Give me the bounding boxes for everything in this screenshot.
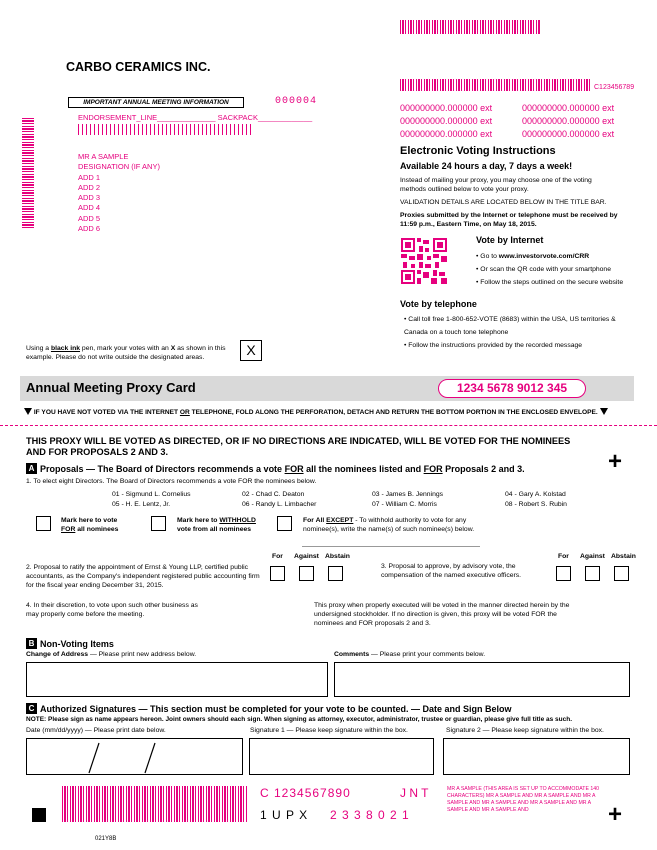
perforation-line bbox=[0, 425, 657, 426]
internet-step: • Or scan the QR code with your smartphone bbox=[476, 263, 623, 276]
nominee: 04 - Gary A. Kolstad bbox=[505, 491, 566, 498]
ext-lines-left bbox=[400, 102, 492, 141]
footer-serial: 2 3 3 8 0 2 1 bbox=[330, 808, 410, 822]
internet-step: • Follow the steps outlined on the secure website bbox=[476, 276, 623, 289]
phone-step: • Follow the instructions provided by the recorded message bbox=[404, 339, 629, 352]
internet-step: • Go to www.investorvote.com/CRR bbox=[476, 250, 623, 263]
evoting-subtitle: Available 24 hours a day, 7 days a week! bbox=[400, 161, 573, 171]
col-for-header: For bbox=[558, 553, 569, 560]
card-title: Annual Meeting Proxy Card bbox=[26, 380, 196, 395]
barcode-account bbox=[400, 79, 590, 91]
item-4-text: 4. In their discretion, to vote upon such other business as may properly come before the meeting. bbox=[26, 602, 198, 618]
item-3-for-checkbox[interactable] bbox=[556, 566, 571, 581]
endorsement-line: ENDORSEMENT_LINE______________ SACKPACK_____________ bbox=[78, 113, 313, 122]
ink-instruction: Using a black ink pen, mark your votes with an X as shown in this example. Please do not write outside the designated areas. bbox=[26, 345, 226, 361]
for-all-except-label: For All EXCEPT - To withhold authority to vote for any nominee(s), write the name(s) of such nominee(s) below. bbox=[303, 517, 475, 533]
item-2-text: 2. Proposal to ratify the appointment of Ernst & Young LLP, certified public accountants, as the Company's independent registered public accounting firm for the fiscal year ending December 31, 2015. bbox=[26, 564, 260, 589]
ext-lines-right bbox=[522, 102, 614, 141]
section-b-header: B Non-Voting Items bbox=[26, 638, 114, 649]
proxy-statement: THIS PROXY WILL BE VOTED AS DIRECTED, OR IF NO DIRECTIONS ARE INDICATED, WILL BE VOTED FOR THE NOMINEES AND FOR PROPOSALS 2 AND 3. bbox=[26, 436, 571, 457]
vote-for-all-checkbox[interactable] bbox=[36, 516, 51, 531]
phone-step: • Call toll free 1-800-652-VOTE (8683) within the USA, US territories & Canada on a touch tone telephone bbox=[404, 313, 629, 339]
section-a-letter: A bbox=[26, 463, 37, 474]
nominee: 07 - William C. Morris bbox=[372, 501, 437, 508]
change-of-address-label: Change of Address — Please print new address below. bbox=[26, 651, 197, 658]
item-3-against-checkbox[interactable] bbox=[585, 566, 600, 581]
nominee: 01 - Sigmund L. Cornelius bbox=[112, 491, 191, 498]
form-code: 021Y8B bbox=[95, 836, 117, 842]
date-label: Date (mm/dd/yyyy) — Please print date below. bbox=[26, 727, 166, 734]
meeting-info-label: IMPORTANT ANNUAL MEETING INFORMATION bbox=[68, 97, 244, 108]
address-designation: DESIGNATION (IF ANY) bbox=[78, 162, 160, 172]
footer-sample-text: MR A SAMPLE (THIS AREA IS SET UP TO ACCOMMODATE 140 CHARACTERS) MR A SAMPLE AND MR A SAMPLE AND MR A SAMPLE AND MR A SAMPLE AND MR A SAMPLE AND MR A SAMPLE AND MR A SAMPLE AND bbox=[447, 786, 600, 813]
evoting-title: Electronic Voting Instructions bbox=[400, 145, 556, 157]
internet-url[interactable]: www.investorvote.com/CRR bbox=[498, 253, 590, 260]
for-all-except-checkbox[interactable] bbox=[277, 516, 292, 531]
barcode-vertical bbox=[22, 118, 34, 228]
ext-line: 000000000.000000 ext bbox=[400, 129, 493, 139]
col-against-header: Against bbox=[580, 553, 605, 560]
control-number: 1234 5678 9012 345 bbox=[438, 379, 586, 398]
footer-jnt: J N T bbox=[400, 786, 429, 800]
signature-note: NOTE: Please sign as name appears hereon. Joint owners should each sign. When signing as attorney, executor, administrator, trustee or guardian, please give full title as such. bbox=[26, 716, 573, 723]
signature-2-box[interactable] bbox=[443, 738, 630, 775]
address-line: ADD 3 bbox=[78, 193, 101, 203]
footer-upx: 1 U P X bbox=[260, 808, 309, 822]
address-line: ADD 6 bbox=[78, 224, 101, 234]
internet-steps bbox=[476, 250, 623, 289]
col-abstain-header: Abstain bbox=[325, 553, 350, 560]
nominee: 06 - Randy L. Limbacher bbox=[242, 501, 317, 508]
mailing-address bbox=[78, 152, 160, 234]
phone-title: Vote by telephone bbox=[400, 299, 477, 309]
account-code: C123456789 bbox=[594, 84, 635, 91]
col-for-header: For bbox=[272, 553, 283, 560]
except-nominees-line[interactable] bbox=[302, 546, 480, 547]
date-box[interactable] bbox=[26, 738, 243, 775]
withhold-all-checkbox[interactable] bbox=[151, 516, 166, 531]
internet-title: Vote by Internet bbox=[476, 235, 544, 245]
qr-code-icon bbox=[401, 238, 447, 284]
example-mark-box: X bbox=[240, 340, 262, 361]
nominee: 02 - Chad C. Deaton bbox=[242, 491, 305, 498]
triangle-down-icon bbox=[24, 408, 32, 415]
vote-for-all-label: Mark here to vote FOR all nominees bbox=[61, 517, 119, 533]
triangle-down-icon bbox=[600, 408, 608, 415]
item-3-text: 3. Proposal to approve, by advisory vote, the compensation of the named executive officers. bbox=[381, 563, 522, 579]
ext-line: 000000000.000000 ext bbox=[522, 103, 615, 113]
section-c-header: C Authorized Signatures — This section must be completed for your vote to be counted. — Date and Sign Below bbox=[26, 703, 512, 714]
section-c-letter: C bbox=[26, 703, 37, 714]
item-2-against-checkbox[interactable] bbox=[299, 566, 314, 581]
ext-line: 000000000.000000 ext bbox=[522, 116, 615, 126]
proxy-note: This proxy when properly executed will be voted in the manner directed herein by the undersigned stockholder. If no direction is given, this proxy will be voted FOR the nominees and FOR proposals 2 and 3. bbox=[314, 602, 570, 627]
ext-line: 000000000.000000 ext bbox=[400, 103, 493, 113]
evoting-intro: Instead of mailing your proxy, you may choose one of the voting methods outlined below to vote your proxy. bbox=[400, 177, 592, 193]
col-abstain-header: Abstain bbox=[611, 553, 636, 560]
sequence-number: 000004 bbox=[275, 96, 318, 107]
footer-account: C 1234567890 bbox=[260, 786, 351, 800]
section-a-header: A Proposals — The Board of Directors recommends a vote FOR all the nominees listed and FOR Proposals 2 and 3. bbox=[26, 463, 525, 474]
withhold-all-label: Mark here to WITHHOLD vote from all nominees bbox=[177, 517, 256, 533]
registration-mark bbox=[32, 808, 46, 822]
comments-box[interactable] bbox=[334, 662, 630, 697]
postal-barcode bbox=[78, 124, 253, 135]
date-slashes bbox=[27, 739, 242, 774]
evoting-validation: VALIDATION DETAILS ARE LOCATED BELOW IN THE TITLE BAR. bbox=[400, 199, 607, 206]
nominee: 08 - Robert S. Rubin bbox=[505, 501, 567, 508]
plus-icon: + bbox=[608, 448, 623, 475]
comments-label: Comments — Please print your comments below. bbox=[334, 651, 486, 658]
section-b-letter: B bbox=[26, 638, 37, 649]
signature-1-label: Signature 1 — Please keep signature within the box. bbox=[250, 727, 408, 734]
item-2-for-checkbox[interactable] bbox=[270, 566, 285, 581]
change-of-address-box[interactable] bbox=[26, 662, 328, 697]
barcode-bottom bbox=[62, 786, 248, 822]
address-line: ADD 5 bbox=[78, 213, 101, 223]
address-line: ADD 1 bbox=[78, 172, 101, 182]
nominee: 03 - James B. Jennings bbox=[372, 491, 444, 498]
address-line: ADD 2 bbox=[78, 182, 101, 192]
address-line: ADD 4 bbox=[78, 203, 101, 213]
ext-line: 000000000.000000 ext bbox=[522, 129, 615, 139]
item-2-abstain-checkbox[interactable] bbox=[328, 566, 343, 581]
ext-line: 000000000.000000 ext bbox=[400, 116, 493, 126]
address-name: MR A SAMPLE bbox=[78, 152, 129, 161]
fold-notice: IF YOU HAVE NOT VOTED VIA THE INTERNET OR TELEPHONE, FOLD ALONG THE PERFORATION, DETACH AND RETURN THE BOTTOM PORTION IN THE ENCLOSED ENVELOPE. bbox=[24, 408, 644, 416]
signature-1-box[interactable] bbox=[249, 738, 434, 775]
phone-steps bbox=[404, 313, 629, 352]
signature-2-label: Signature 2 — Please keep signature within the box. bbox=[446, 727, 604, 734]
plus-icon: + bbox=[608, 801, 623, 828]
nominee: 05 - H. E. Lentz, Jr. bbox=[112, 501, 171, 508]
item-3-abstain-checkbox[interactable] bbox=[614, 566, 629, 581]
barcode-top bbox=[400, 20, 540, 34]
col-against-header: Against bbox=[294, 553, 319, 560]
item-1-text: 1. To elect eight Directors. The Board of Directors recommends a vote FOR the nominees below. bbox=[26, 478, 317, 485]
evoting-deadline: Proxies submitted by the Internet or telephone must be received by 11:59 p.m., Eastern Time, on May 18, 2015. bbox=[400, 212, 618, 228]
company-name: CARBO CERAMICS INC. bbox=[66, 60, 211, 74]
